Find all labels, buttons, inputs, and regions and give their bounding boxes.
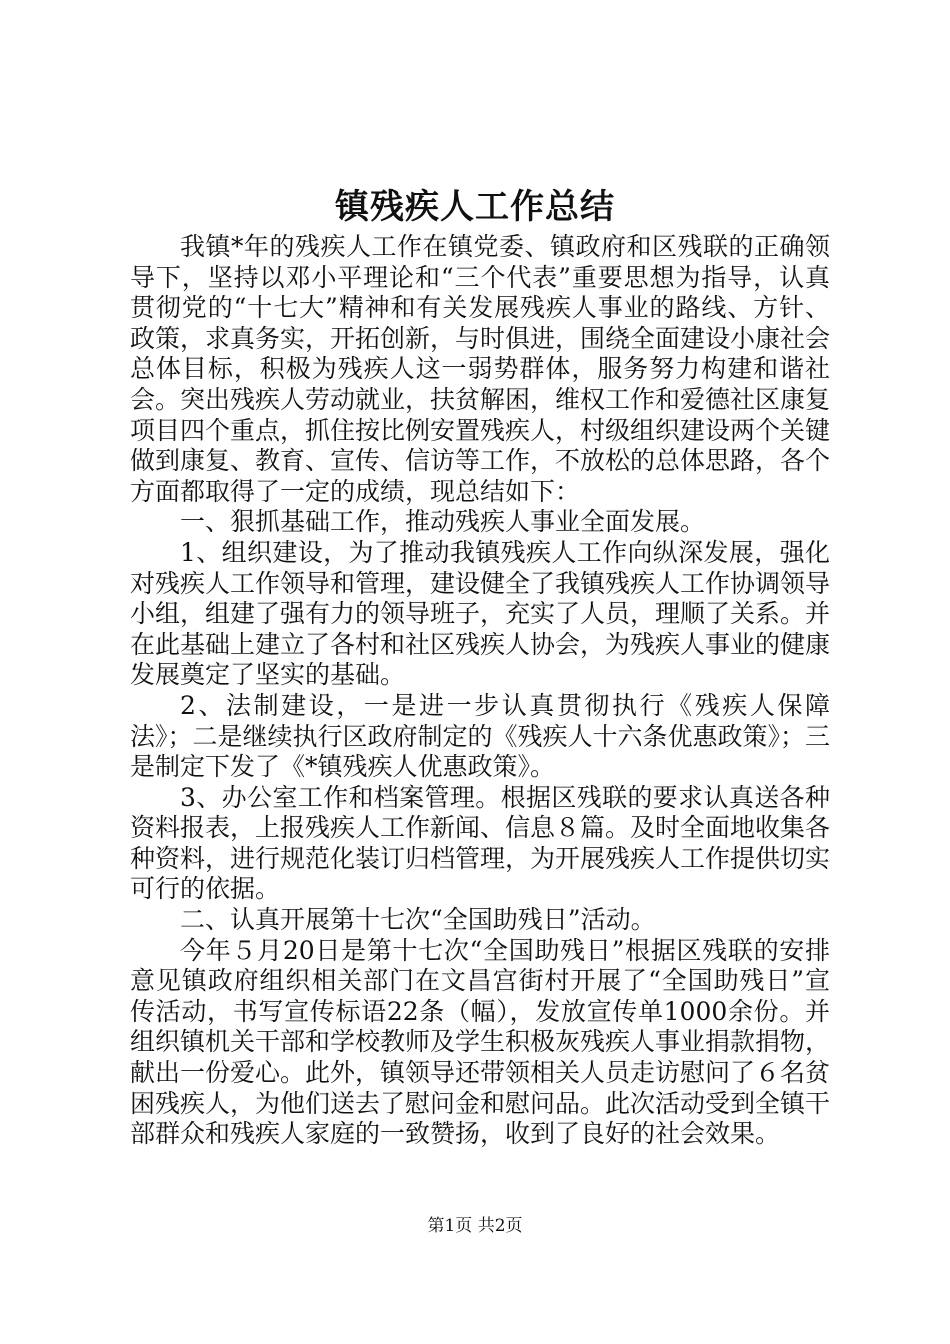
paragraph-legal-building: 2、法制建设，一是进一步认真贯彻执行《残疾人保障法》；二是继续执行区政府制定的《残疾人十六条优惠政策》；三是制定下发了《*镇残疾人优惠政策》。 xyxy=(130,690,831,782)
paragraph-org-building: 1、组织建设，为了推动我镇残疾人工作向纵深发展，强化对残疾人工作领导和管理，建设健全了我镇残疾人工作协调领导小组，组建了强有力的领导班子，充实了人员，理顺了关系。并在此基础上建立了各村和社区残疾人协会，为残疾人事业的健康发展奠定了坚实的基础。 xyxy=(130,537,831,690)
heading-section-2: 二、认真开展第十七次“全国助残日”活动。 xyxy=(180,905,656,935)
paragraph-disability-day: 今年５月20日是第十七次“全国助残日”根据区残联的安排意见镇政府组织相关部门在文昌宫街村开展了“全国助残日”宣传活动，书写宣传标语22条（幅），发放宣传单1000余份。并组织镇机关干部和学校教师及学生积极灰残疾人事业捐款捐物，献出一份爱心。此外，镇领导还带领相关人员走访慰问了６名贫困残疾人，为他们送去了慰问金和慰问品。此次活动受到全镇干部群众和残疾人家庭的一致赞扬，收到了良好的社会效果。 xyxy=(130,935,831,1149)
paragraph-intro: 我镇*年的残疾人工作在镇党委、镇政府和区残联的正确领导下，坚持以邓小平理论和“三个代表”重要思想为指导，认真贯彻党的“十七大”精神和有关发展残疾人事业的路线、方针、政策，求真务实，开拓创新，与时俱进，围绕全面建设小康社会总体目标，积极为残疾人这一弱势群体，服务努力构建和谐社会。突出残疾人劳动就业，扶贫解困，维权工作和爱德社区康复项目四个重点，抓住按比例安置残疾人，村级组织建设两个关键做到康复、教育、宣传、信访等工作，不放松的总体思路，各个方面都取得了一定的成绩，现总结如下： xyxy=(130,232,831,506)
document-title: 镇残疾人工作总结 xyxy=(335,187,615,227)
heading-section-1: 一、狠抓基础工作，推动残疾人事业全面发展。 xyxy=(180,507,706,537)
paragraph-office-archives: 3、办公室工作和档案管理。根据区残联的要求认真送各种资料报表，上报残疾人工作新闻、信息８篇。及时全面地收集各种资料，进行规范化装订归档管理，为开展残疾人工作提供切实可行的依据。 xyxy=(130,782,831,904)
document-body xyxy=(130,232,830,1150)
page-number-footer: 第1页 共2页 xyxy=(427,1216,523,1236)
